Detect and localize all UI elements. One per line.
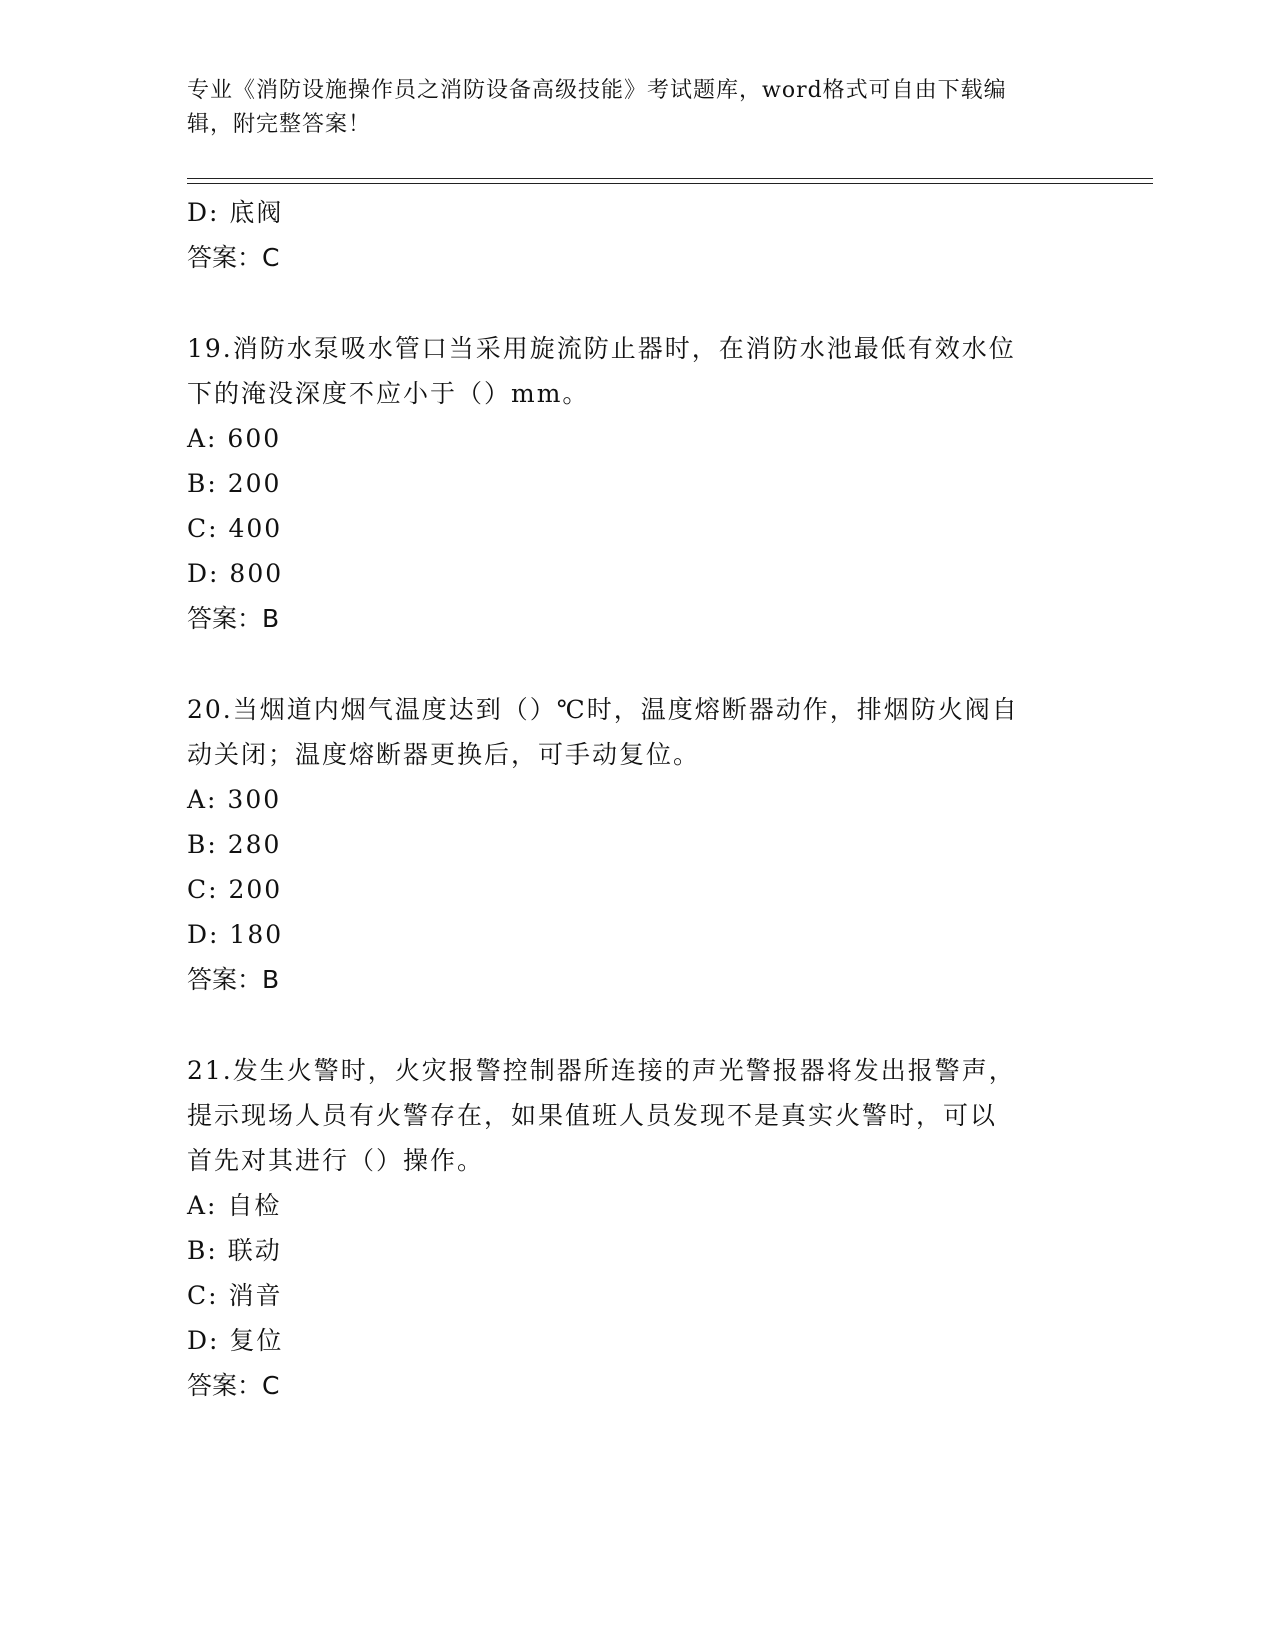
option-c: C: 消音 <box>187 1281 283 1310</box>
prev-option-d: D: 底阀 <box>187 198 284 227</box>
option-c: C: 200 <box>187 875 283 904</box>
answer: 答案：B <box>187 604 280 633</box>
header-line-2: 辑，附完整答案！ <box>187 112 372 137</box>
question-20 <box>187 687 1087 1002</box>
option-d: D: 800 <box>187 559 284 588</box>
answer: 答案：B <box>187 965 280 994</box>
question-19 <box>187 326 1087 641</box>
option-c: C: 400 <box>187 514 283 543</box>
option-b: B: 联动 <box>187 1236 282 1265</box>
option-a: A: 300 <box>187 785 282 814</box>
option-d: D: 180 <box>187 920 284 949</box>
header-line-1: 专业《消防设施操作员之消防设备高级技能》考试题库，word格式可自由下载编 <box>187 78 1007 103</box>
prev-answer: 答案：C <box>187 243 280 272</box>
header-note <box>187 74 1087 142</box>
option-b: B: 280 <box>187 830 282 859</box>
question-stem <box>187 687 1087 777</box>
stem-line: 提示现场人员有火警存在，如果值班人员发现不是真实火警时，可以 <box>187 1101 998 1130</box>
header-divider-top <box>187 178 1153 179</box>
stem-line: 首先对其进行（）操作。 <box>187 1146 485 1175</box>
option-a: A: 600 <box>187 424 282 453</box>
header-divider-bottom <box>187 183 1153 184</box>
stem-line: 下的淹没深度不应小于（）mm。 <box>187 379 590 408</box>
question-list <box>187 190 1087 1408</box>
stem-line: 动关闭；温度熔断器更换后，可手动复位。 <box>187 740 701 769</box>
question-stem <box>187 1048 1087 1183</box>
option-d: D: 复位 <box>187 1326 284 1355</box>
stem-line: 19.消防水泵吸水管口当采用旋流防止器时，在消防水池最低有效水位 <box>187 334 1016 363</box>
answer: 答案：C <box>187 1371 280 1400</box>
question-21 <box>187 1048 1087 1408</box>
stem-line: 20.当烟道内烟气温度达到（）℃时，温度熔断器动作，排烟防火阀自 <box>187 695 1019 724</box>
stem-line: 21.发生火警时，火灾报警控制器所连接的声光警报器将发出报警声， <box>187 1056 1016 1085</box>
question-stem <box>187 326 1087 416</box>
option-b: B: 200 <box>187 469 282 498</box>
option-a: A: 自检 <box>187 1191 282 1220</box>
